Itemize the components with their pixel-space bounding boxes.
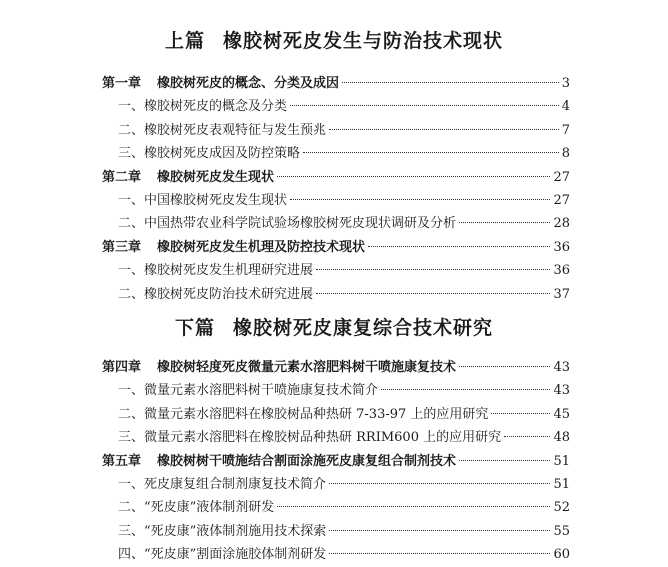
- section-title: 三、微量元素水溶肥料在橡胶树品种热研 RRIM600 上的应用研究: [118, 430, 502, 446]
- dot-leader: [290, 105, 559, 106]
- toc-chapter-entry[interactable]: [102, 236, 570, 259]
- toc-section-entry[interactable]: [102, 403, 570, 426]
- toc-section-entry[interactable]: [102, 283, 570, 306]
- page-number: 28: [553, 216, 570, 232]
- section-title: 二、微量元素水溶肥料在橡胶树品种热研 7-33-97 上的应用研究: [118, 406, 489, 422]
- page-number: 27: [553, 169, 570, 185]
- part-label: 下篇: [174, 317, 215, 339]
- dot-leader: [459, 222, 550, 223]
- page-number: 52: [553, 500, 570, 516]
- dot-leader: [277, 506, 550, 507]
- chapter-title: 橡胶树死皮发生机理及防控技术现状: [157, 239, 366, 255]
- page-number: 43: [553, 360, 570, 375]
- toc-section-entry[interactable]: [102, 259, 570, 282]
- dot-leader: [504, 436, 550, 437]
- page-number: 45: [553, 406, 570, 422]
- page-number: 60: [553, 547, 570, 563]
- dot-leader: [368, 246, 550, 247]
- section-title: 一、橡胶树死皮发生机理研究进展: [118, 263, 314, 279]
- toc-chapter-entry[interactable]: [102, 72, 570, 95]
- toc-section-entry[interactable]: [102, 426, 570, 449]
- chapter-title: 橡胶树死皮的概念、分类及成因: [157, 76, 340, 91]
- toc-section-entry[interactable]: [102, 189, 570, 212]
- chapter-number: 第四章: [102, 360, 142, 375]
- section-title: 二、“死皮康”液体制剂研发: [118, 500, 275, 516]
- dot-leader: [381, 389, 550, 390]
- toc-chapter-entry[interactable]: [102, 166, 570, 189]
- page-number: 3: [561, 76, 570, 91]
- section-title: 二、中国热带农业科学院试验场橡胶树死皮现状调研及分析: [118, 216, 457, 232]
- chapter-title: 橡胶树死皮发生现状: [157, 169, 275, 185]
- dot-leader: [329, 483, 550, 484]
- dot-leader: [303, 152, 559, 153]
- dot-leader: [329, 530, 550, 531]
- toc-list-part-1: [102, 72, 570, 306]
- page-number: 51: [553, 476, 570, 492]
- page-number: 8: [561, 146, 570, 162]
- page-number: 4: [561, 99, 570, 115]
- dot-leader: [329, 553, 550, 554]
- toc-section-entry[interactable]: [102, 212, 570, 235]
- dot-leader: [491, 413, 550, 414]
- toc-section-entry[interactable]: [102, 142, 570, 165]
- dot-leader: [329, 129, 559, 130]
- toc-section-entry[interactable]: [102, 496, 570, 519]
- toc-section-entry[interactable]: [102, 543, 570, 566]
- section-title: 一、死皮康复组合制剂康复技术简介: [118, 476, 327, 492]
- dot-leader: [459, 366, 550, 367]
- page-number: 37: [553, 286, 570, 302]
- dot-leader: [277, 176, 550, 177]
- chapter-title: 橡胶树轻度死皮微量元素水溶肥料树干喷施康复技术: [157, 360, 457, 375]
- chapter-number: 第五章: [102, 453, 142, 469]
- part-label: 上篇: [164, 30, 205, 52]
- toc-section-entry[interactable]: [102, 473, 570, 496]
- toc-list-part-2: [102, 356, 570, 567]
- dot-leader: [459, 460, 550, 461]
- toc-chapter-entry[interactable]: [102, 356, 570, 379]
- section-title: 三、橡胶树死皮成因及防控策略: [118, 146, 301, 162]
- page-number: 27: [553, 192, 570, 208]
- toc-section-entry[interactable]: [102, 95, 570, 118]
- chapter-number: 第三章: [102, 239, 142, 255]
- chapter-number: 第二章: [102, 169, 142, 185]
- toc-section-entry[interactable]: [102, 119, 570, 142]
- section-title: 一、中国橡胶树死皮发生现状: [118, 192, 288, 208]
- section-title: 二、橡胶树死皮防治技术研究进展: [118, 286, 314, 302]
- toc-chapter-entry[interactable]: [102, 450, 570, 473]
- dot-leader: [316, 293, 550, 294]
- dot-leader: [342, 82, 559, 83]
- page-number: 7: [561, 122, 570, 138]
- part-heading: 橡胶树死皮发生与防治技术现状: [223, 30, 504, 52]
- section-title: 二、橡胶树死皮表观特征与发生预兆: [118, 122, 327, 138]
- chapter-number: 第一章: [102, 76, 142, 91]
- section-title: 三、“死皮康”液体制剂施用技术探索: [118, 523, 327, 539]
- page-number: 36: [553, 263, 570, 279]
- dot-leader: [316, 269, 550, 270]
- dot-leader: [290, 199, 550, 200]
- chapter-title: 橡胶树树干喷施结合割面涂施死皮康复组合制剂技术: [157, 453, 457, 469]
- part-title-1: [0, 26, 668, 53]
- part-heading: 橡胶树死皮康复综合技术研究: [233, 317, 494, 339]
- section-title: 四、“死皮康”割面涂施胶体制剂研发: [118, 547, 327, 563]
- toc-section-entry[interactable]: [102, 520, 570, 543]
- section-title: 一、橡胶树死皮的概念及分类: [118, 99, 288, 115]
- page-number: 48: [553, 430, 570, 446]
- section-title: 一、微量元素水溶肥料树干喷施康复技术简介: [118, 383, 379, 399]
- part-title-2: [0, 313, 668, 340]
- page-number: 36: [553, 239, 570, 255]
- page-number: 55: [553, 523, 570, 539]
- page-number: 43: [553, 383, 570, 399]
- page-number: 51: [553, 453, 570, 469]
- toc-section-entry[interactable]: [102, 379, 570, 402]
